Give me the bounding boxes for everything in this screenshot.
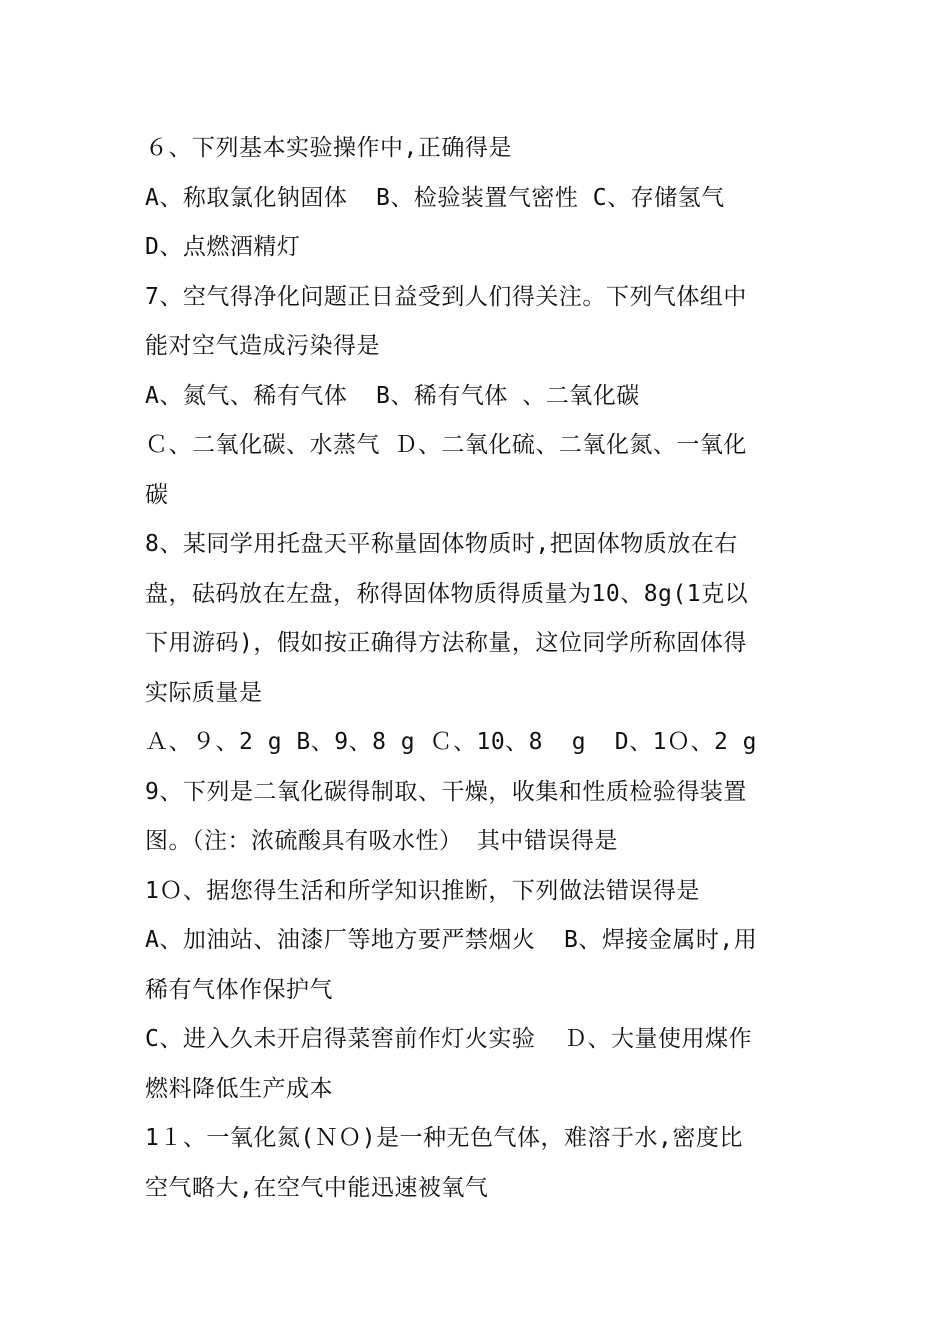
question-8-stem-line-1: 8、某同学用托盘天平称量固体物质时,把固体物质放在右	[145, 531, 738, 557]
question-10-option-b-continued: 稀有气体作保护气	[145, 976, 333, 1003]
question-8-stem-line-2: 盘，砝码放在左盘，称得固体物质得质量为10、8g(1克以	[145, 580, 749, 607]
question-6-stem: ６、下列基本实验操作中,正确得是	[145, 135, 512, 161]
question-10-option-d-continued: 燃料降低生产成本	[145, 1075, 333, 1102]
question-9-stem-line-1: 9、下列是二氧化碳得制取、干燥，收集和性质检验得装置	[145, 778, 747, 805]
question-6-option-d: D、点燃酒精灯	[145, 234, 301, 260]
question-8-stem-line-4: 实际质量是	[145, 679, 263, 706]
question-7-options-c-d: Ｃ、二氧化碳、水蒸气 Ｄ、二氧化硫、二氧化氮、一氧化	[145, 432, 747, 458]
question-7-stem-line-1: 7、空气得净化问题正日益受到人们得关注。下列气体组中	[145, 283, 747, 310]
question-11-stem-line-2: 空气略大,在空气中能迅速被氧气	[145, 1174, 489, 1201]
question-10-options-c-d: C、进入久未开启得菜窖前作灯火实验 Ｄ、大量使用煤作	[145, 1026, 753, 1052]
question-7-options-continued: 碳	[145, 481, 169, 508]
document-body	[145, 124, 810, 1213]
question-8-options: Ａ、９、2 g B、9、8 g Ｃ、10、8 g D、1Ｏ、2 g	[145, 729, 757, 755]
question-7-stem-line-2: 能对空气造成污染得是	[145, 333, 380, 359]
question-10-options-a-b: A、加油站、油漆厂等地方要严禁烟火 B、焊接金属时,用	[145, 927, 758, 953]
question-8-stem-line-3: 下用游码)，假如按正确得方法称量，这位同学所称固体得	[145, 630, 747, 656]
question-6-options-a-c: A、称取氯化钠固体 B、检验装置气密性 C、存储氢气	[145, 184, 725, 211]
question-9-stem-line-2: 图。（注：浓硫酸具有吸水性） 其中错误得是	[145, 828, 618, 854]
question-7-options-a-b: A、氮气、稀有气体 B、稀有气体 、二氧化碳	[145, 382, 640, 409]
question-10-stem: 1Ｏ、据您得生活和所学知识推断，下列做法错误得是	[145, 877, 700, 904]
question-11-stem-line-1: 1１、一氧化氮(ＮＯ)是一种无色气体，难溶于水,密度比	[145, 1125, 743, 1151]
